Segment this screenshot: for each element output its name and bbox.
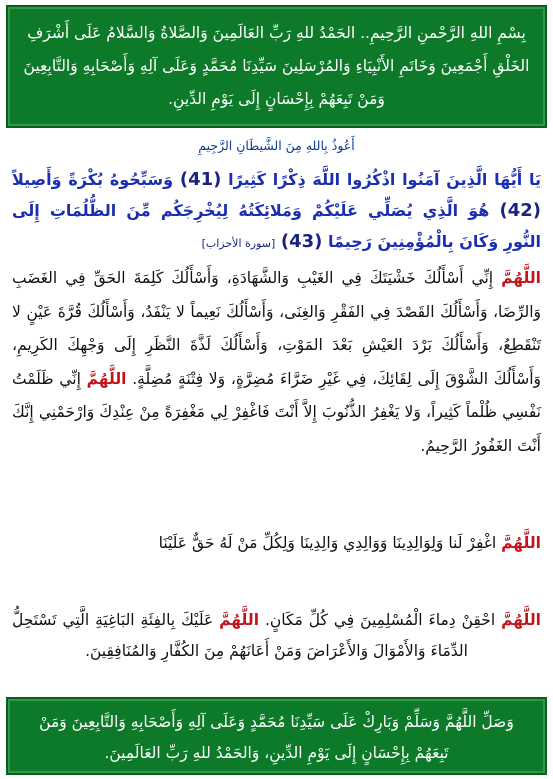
dua2-text-2: عَلَيْكَ بِالفِئَةِ البَاغِيَةِ الَّتِي تَسْتَحِلُّ الدِّمَاءَ وَالأَمْوَالَ وَالأَعْرَاضَ وَمَنْ أَعَانَهُمْ مِنَ الكُفَّارِ وَالمُنَافِقِينَ.	[12, 611, 468, 660]
dua2-text-1: احْقِنْ دِماءَ الْمُسْلِمِينَ فِي كُلِّ مَكَانٍ.	[264, 611, 496, 629]
forgiveness-line	[12, 534, 541, 552]
isti-adha: أَعُوذُ بِاللهِ مِنَ الشَّيطَانِ الرَّجِيمِ	[198, 138, 355, 153]
verse-part-1: يَا أَيُّهَا الَّذِينَ آمَنُوا اذْكُرُوا اللَّهَ ذِكْرًا كَثِيرًا	[228, 170, 542, 189]
surah-reference: [سورة الأحزاب]	[201, 237, 276, 250]
allahumma-highlight: اللَّهُمَّ	[501, 534, 541, 552]
verse-part-2: وَسَبِّحُوهُ بُكْرَةً وَأَصِيلاً	[12, 170, 174, 189]
allahumma-highlight: اللَّهُمَّ	[86, 369, 127, 388]
dua-text-1: إِنِّي أَسْأَلُكَ خَشْيَتَكَ فِي الغَيْبِ وَالشَّهَادَةِ، وَأَسْأَلُكَ كَلِمَةَ الحَقِّ فِي الغَضَبِ وَالرِّضَا، وَأَسْأَلُكَ القَصْدَ فِي الفَقْرِ وَالغِنَى، وَأَسْأَلُكَ نَعِيماً لا يَنْفَدُ، وَأَسْأَلُكَ قُرَّةَ عَيْنٍ لا تَنْقَطِعُ، وَأَسْأَلُكَ بَرْدَ العَيْشِ بَعْدَ المَوْتِ، وَأَسْأَلُكَ لَذَّةَ النَّظَرِ إِلَى وَجْهِكَ الكَرِيمِ، وَأَسْأَلُكَ الشَّوْقَ إِلَى لِقَائِكَ، فِي غَيْرِ ضَرَّاءَ مُضِرَّةٍ، وَلا فِتْنَةٍ مُضِلَّةٍ.	[12, 269, 541, 388]
header-banner	[6, 5, 547, 128]
verse-number-43: (43)	[280, 231, 323, 252]
verse-number-42: (42)	[499, 200, 541, 221]
allahumma-highlight: اللَّهُمَّ	[501, 611, 541, 629]
header-text: بِسْمِ اللهِ الرَّحْمنِ الرَّحِيمِ.. الحَمْدُ للهِ رَبِّ العَالَمِينَ وَالصَّلاةُ وَالسَّلامُ عَلَى أَشْرَفِ الخَلْقِ أَجْمَعِينَ وَخَاتَمِ الأَنْبِيَاءِ وَالمُرْسَلِينَ سَيِّدِنَا مُحَمَّدٍ وَعَلَى آلِهِ وَأَصْحَابِهِ وَالتَّابِعِينَ وَمَنْ تَبِعَهُمْ بِإِحْسَانٍ إِلَى يَوْمِ الدِّينِ.	[23, 24, 530, 108]
dua-paragraph	[12, 262, 541, 463]
dua-paragraph-2	[12, 605, 541, 667]
verse-number-41: (41)	[179, 169, 222, 190]
quran-verse	[12, 164, 541, 259]
allahumma-highlight: اللَّهُمَّ	[219, 611, 260, 629]
allahumma-highlight: اللَّهُمَّ	[501, 269, 541, 287]
footer-banner	[6, 697, 547, 775]
footer-text: وَصَلِّ اللَّهُمَّ وَسَلِّمْ وَبَارِكْ عَلَى سَيِّدِنَا مُحَمَّدٍ وَعَلَى آلِهِ وَأَصْحَابِهِ وَالتَّابِعِينَ وَمَنْ تَبِعَهُمْ بِإِحْسَانٍ إِلَى يَوْمِ الدِّينِ، وَالحَمْدُ للهِ رَبِّ العَالَمِينَ.	[39, 713, 514, 762]
verse-part-3: هُوَ الَّذِي يُصَلِّي عَلَيْكُمْ وَمَلائِكَتُهُ لِيُخْرِجَكُم مِّنَ الظُّلُمَاتِ إِلَى النُّورِ وَكَانَ بِالْمُؤْمِنِينَ رَحِيمًا	[12, 201, 541, 251]
dua-text-2: إِنِّي ظَلَمْتُ نَفْسِي ظُلْماً كَثِيراً، وَلا يَغْفِرُ الذُّنُوبَ إِلاَّ أَنْتَ فَاغْفِرْ لِي مَغْفِرَةً مِنْ عِنْدِكَ وَارْحَمْنِي إِنَّكَ أَنْتَ الغَفُورُ الرَّحِيمُ.	[12, 369, 541, 455]
forgiveness-text: اغْفِرْ لَنا وَلِوَالِدِينَا وَوَالِدِي وَالِدِينَا وَلِكُلِّ مَنْ لَهُ حَقٌّ عَلَيْنَا	[158, 534, 497, 552]
